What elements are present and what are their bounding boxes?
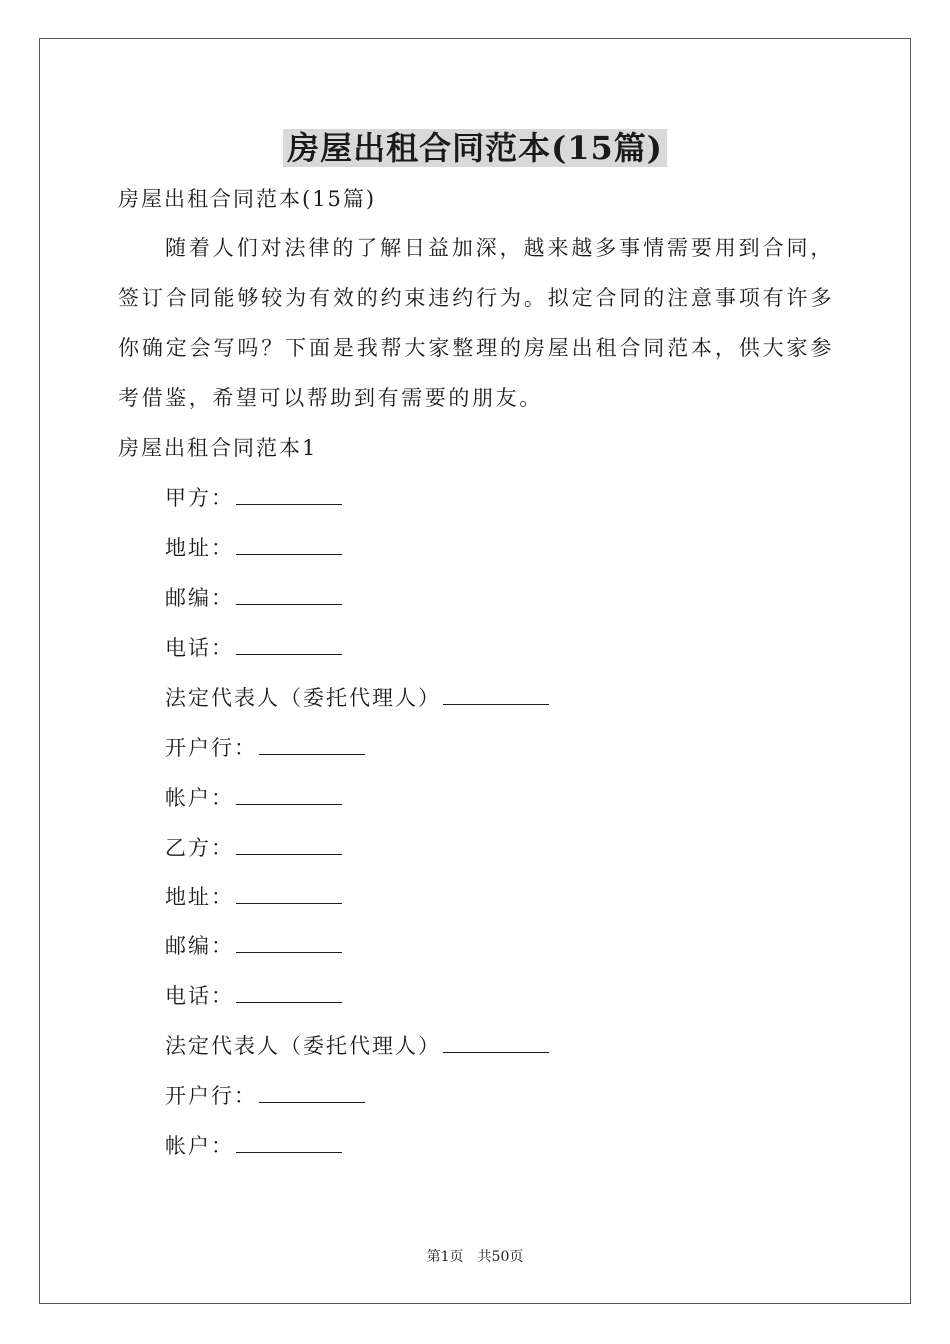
section-heading: 房屋出租合同范本1	[118, 436, 318, 460]
blank-line	[236, 784, 342, 805]
field-label: 开户行：	[165, 736, 257, 760]
blank-line	[236, 484, 342, 505]
party-a-bank-field	[165, 733, 365, 763]
party-b-name-field	[165, 833, 342, 863]
blank-line	[236, 834, 342, 855]
party-b-phone-field	[165, 981, 342, 1011]
blank-line	[236, 932, 342, 953]
field-label: 地址：	[165, 885, 234, 909]
party-a-phone-field	[165, 633, 342, 663]
intro-paragraph: 随着人们对法律的了解日益加深，越来越多事情需要用到合同，签订合同能够较为有效的约束违约行为。拟定合同的注意事项有许多你确定会写吗？下面是我帮大家整理的房屋出租合同范本，供大家参考借鉴，希望可以帮助到有需要的朋友。	[118, 236, 834, 410]
party-b-address-field	[165, 882, 342, 912]
party-a-address-field	[165, 533, 342, 563]
page-footer: 第1页 共50页	[426, 1249, 524, 1265]
blank-line	[236, 883, 342, 904]
blank-line	[259, 734, 365, 755]
party-b-legal-rep-field	[165, 1031, 549, 1061]
document-title	[0, 126, 950, 170]
party-a-name-field	[165, 483, 342, 513]
blank-line	[236, 1132, 342, 1153]
document-title-text: 房屋出租合同范本(15篇)	[283, 129, 667, 167]
blank-line	[236, 534, 342, 555]
party-b-account-field	[165, 1131, 342, 1161]
party-b-postcode-field	[165, 931, 342, 961]
blank-line	[443, 1032, 549, 1053]
party-a-postcode-field	[165, 583, 342, 613]
field-label: 邮编：	[165, 586, 234, 610]
field-label: 法定代表人（委托代理人）	[165, 1034, 441, 1058]
blank-line	[259, 1082, 365, 1103]
field-label: 乙方：	[165, 836, 234, 860]
field-label: 地址：	[165, 536, 234, 560]
field-label: 帐户：	[165, 1134, 234, 1158]
party-a-legal-rep-field	[165, 683, 549, 713]
blank-line	[236, 982, 342, 1003]
field-label: 电话：	[165, 984, 234, 1008]
party-a-account-field	[165, 783, 342, 813]
party-b-bank-field	[165, 1081, 365, 1111]
document-subtitle: 房屋出租合同范本(15篇)	[118, 187, 377, 211]
blank-line	[236, 634, 342, 655]
field-label: 帐户：	[165, 786, 234, 810]
blank-line	[443, 684, 549, 705]
field-label: 法定代表人（委托代理人）	[165, 686, 441, 710]
field-label: 开户行：	[165, 1084, 257, 1108]
blank-line	[236, 584, 342, 605]
field-label: 甲方：	[165, 486, 234, 510]
field-label: 邮编：	[165, 934, 234, 958]
field-label: 电话：	[165, 636, 234, 660]
